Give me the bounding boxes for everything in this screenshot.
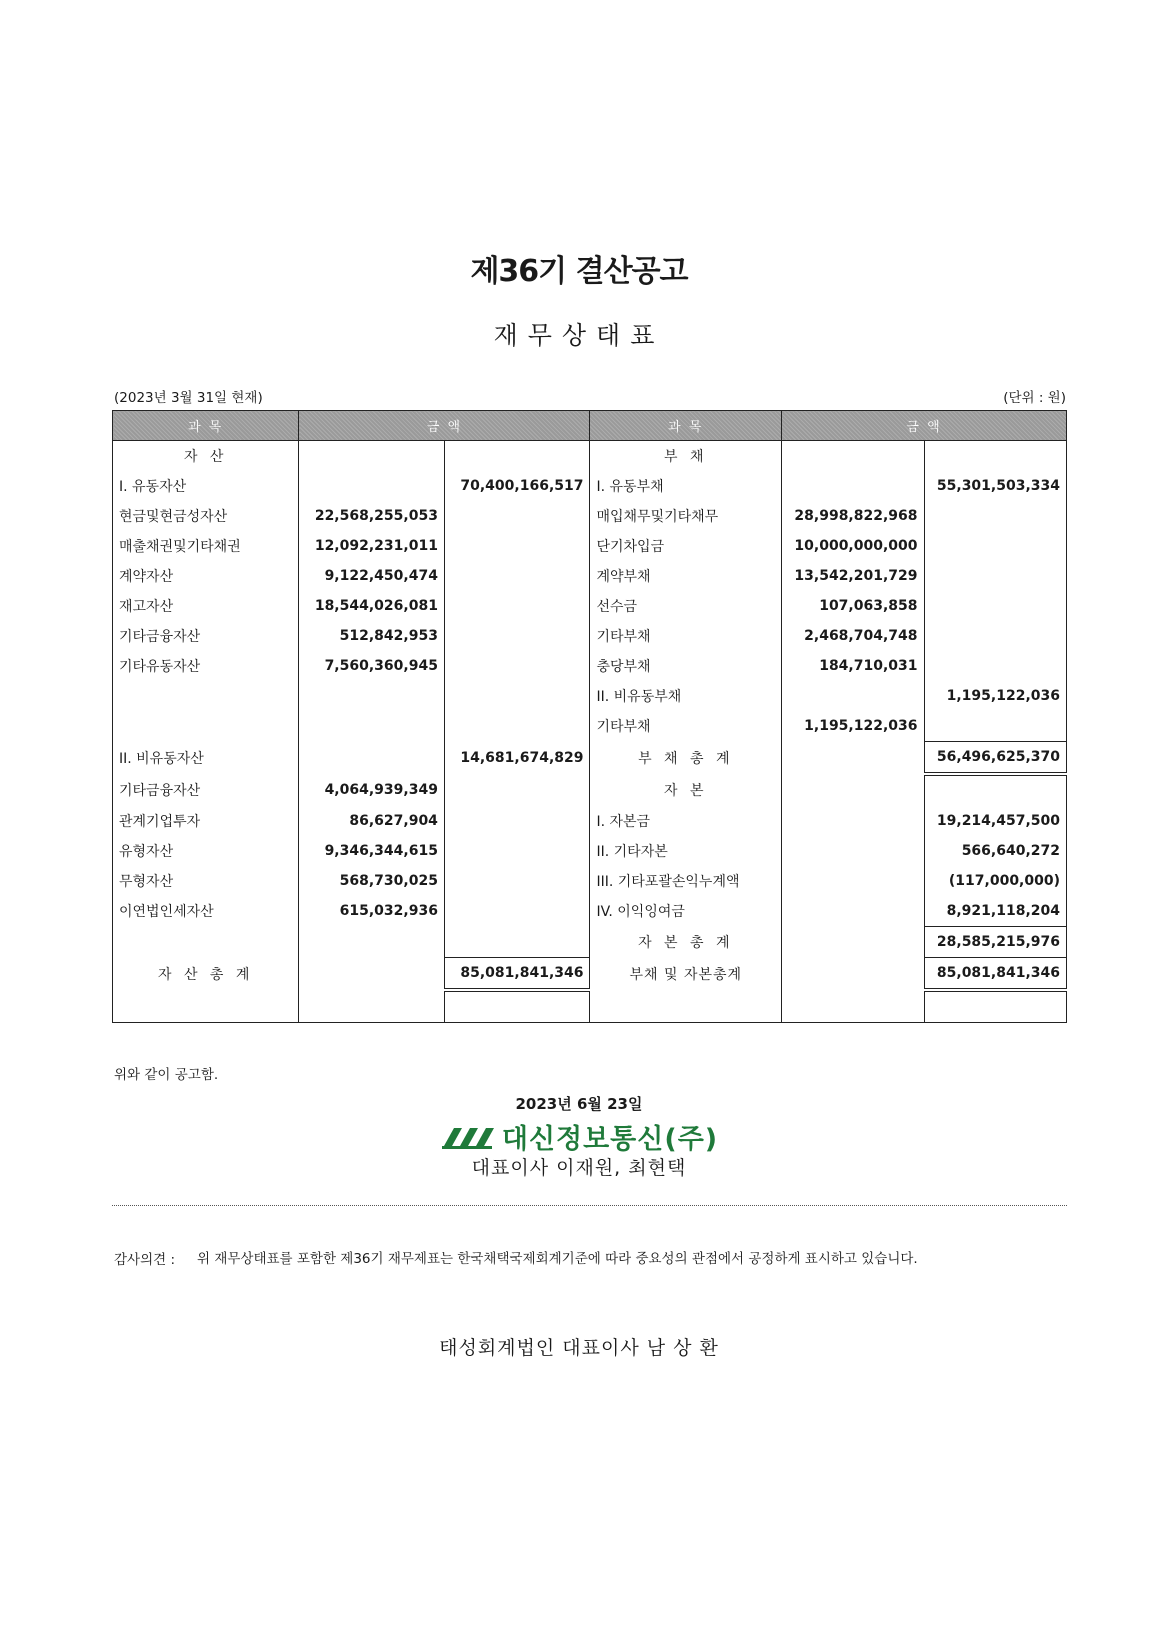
asset-item-amount: 512,842,953: [299, 621, 445, 651]
equity-total-label: 자 본 총 계: [590, 927, 782, 958]
table-row: [113, 836, 1067, 866]
liability-item-amount: 28,998,822,968: [782, 501, 924, 531]
equity-item-label: IV. 이익잉여금: [590, 896, 782, 927]
table-row: [113, 501, 1067, 531]
table-row: [113, 681, 1067, 711]
noncurrent-assets-label: II. 비유동자산: [113, 742, 299, 775]
table-row: [113, 591, 1067, 621]
liability-item-amount: 13,542,201,729: [782, 561, 924, 591]
table-row: [113, 621, 1067, 651]
equity-item-label: III. 기타포괄손익누계액: [590, 866, 782, 896]
as-of-date: (2023년 3월 31일 현재): [114, 390, 263, 406]
page-title: 제36기 결산공고: [470, 254, 688, 289]
equity-item-label: I. 자본금: [590, 806, 782, 836]
header-amount-left: 금 액: [299, 411, 590, 441]
table-row: [113, 561, 1067, 591]
liability-item-amount: 184,710,031: [782, 651, 924, 681]
asset-item-label: 기타금융자산: [113, 621, 299, 651]
header-item-right: 과 목: [590, 411, 782, 441]
noncurrent-liabilities-label: II. 비유동부채: [590, 681, 782, 711]
assets-total-label: 자 산 총 계: [113, 958, 299, 991]
liability-item-amount: 1,195,122,036: [782, 711, 924, 742]
asset-item-label: 재고자산: [113, 591, 299, 621]
equity-total: 28,585,215,976: [924, 927, 1066, 958]
liab-equity-total: 85,081,841,346: [924, 958, 1066, 991]
table-row: [113, 927, 1067, 958]
table-header-row: [113, 411, 1067, 441]
asset-item-amount: 22,568,255,053: [299, 501, 445, 531]
current-liabilities-label: I. 유동부채: [590, 471, 782, 501]
liabilities-section-label: 부 채: [590, 441, 782, 472]
company-name: [0, 1117, 1158, 1157]
table-row: [113, 711, 1067, 742]
table-row: [113, 866, 1067, 896]
table-row: [113, 441, 1067, 472]
liability-item-label: 선수금: [590, 591, 782, 621]
notice-text: 위와 같이 공고함.: [114, 1067, 219, 1083]
audit-opinion-label: 감사의견 :: [114, 1252, 176, 1268]
asset-item-label: 계약자산: [113, 561, 299, 591]
equity-section-label: 자 본: [590, 774, 782, 806]
asset-item-label: 기타금융자산: [113, 774, 299, 806]
table-row: [113, 471, 1067, 501]
table-row: [113, 531, 1067, 561]
audit-opinion-text: 위 재무상태표를 포함한 제36기 재무제표는 한국채택국제회계기준에 따라 중요성의 관점에서 공정하게 표시하고 있습니다.: [197, 1251, 918, 1267]
equity-item-amount: 19,214,457,500: [924, 806, 1066, 836]
ceo-names: 대표이사 이재원, 최현택: [471, 1157, 687, 1179]
liability-item-label: 단기차입금: [590, 531, 782, 561]
asset-item-amount: 9,122,450,474: [299, 561, 445, 591]
liab-equity-total-label: 부채 및 자본총계: [590, 958, 782, 991]
asset-item-label: 유형자산: [113, 836, 299, 866]
table-row: [113, 806, 1067, 836]
asset-item-label: 현금및현금성자산: [113, 501, 299, 531]
table-row: [113, 958, 1067, 991]
asset-item-label: 이연법인세자산: [113, 896, 299, 927]
company-name-text: 대신정보통신(주): [501, 1124, 719, 1155]
asset-item-label: 기타유동자산: [113, 651, 299, 681]
liability-item-label: 충당부채: [590, 651, 782, 681]
statement-title: 재무상태표: [493, 321, 665, 350]
table-row: [113, 742, 1067, 775]
liability-item-amount: 10,000,000,000: [782, 531, 924, 561]
unit-label: (단위 : 원): [1003, 390, 1066, 406]
current-assets-total: 70,400,166,517: [444, 471, 590, 501]
noncurrent-assets-total: 14,681,674,829: [444, 742, 590, 775]
asset-item-amount: 4,064,939,349: [299, 774, 445, 806]
asset-item-amount: 12,092,231,011: [299, 531, 445, 561]
asset-item-label: 관계기업투자: [113, 806, 299, 836]
assets-section-label: 자 산: [113, 441, 299, 472]
assets-total: 85,081,841,346: [444, 958, 590, 991]
liability-item-amount: 2,468,704,748: [782, 621, 924, 651]
noncurrent-liabilities-total: 1,195,122,036: [924, 681, 1066, 711]
divider: [112, 1205, 1067, 1206]
equity-item-amount: 8,921,118,204: [924, 896, 1066, 927]
asset-item-amount: 86,627,904: [299, 806, 445, 836]
liability-item-label: 계약부채: [590, 561, 782, 591]
liability-item-label: 기타부채: [590, 711, 782, 742]
balance-sheet-table: [112, 410, 1067, 1023]
asset-item-amount: 568,730,025: [299, 866, 445, 896]
equity-item-amount: (117,000,000): [924, 866, 1066, 896]
announcement-date: 2023년 6월 23일: [515, 1095, 643, 1113]
table-row: [113, 774, 1067, 806]
liability-item-label: 매입채무및기타채무: [590, 501, 782, 531]
header-amount-right: 금 액: [782, 411, 1067, 441]
liabilities-total-label: 부 채 총 계: [590, 742, 782, 775]
asset-item-amount: 18,544,026,081: [299, 591, 445, 621]
liability-item-amount: 107,063,858: [782, 591, 924, 621]
asset-item-label: 매출채권및기타채권: [113, 531, 299, 561]
liabilities-total: 56,496,625,370: [924, 742, 1066, 775]
auditor-signature: 태성회계법인 대표이사 남 상 환: [439, 1337, 719, 1359]
header-item-left: 과 목: [113, 411, 299, 441]
asset-item-amount: 7,560,360,945: [299, 651, 445, 681]
current-assets-label: I. 유동자산: [113, 471, 299, 501]
asset-item-label: 무형자산: [113, 866, 299, 896]
asset-item-amount: 9,346,344,615: [299, 836, 445, 866]
equity-item-amount: 566,640,272: [924, 836, 1066, 866]
asset-item-amount: 615,032,936: [299, 896, 445, 927]
current-liabilities-total: 55,301,503,334: [924, 471, 1066, 501]
table-row: [113, 896, 1067, 927]
liability-item-label: 기타부채: [590, 621, 782, 651]
table-row: [113, 990, 1067, 1023]
table-row: [113, 651, 1067, 681]
equity-item-label: II. 기타자본: [590, 836, 782, 866]
